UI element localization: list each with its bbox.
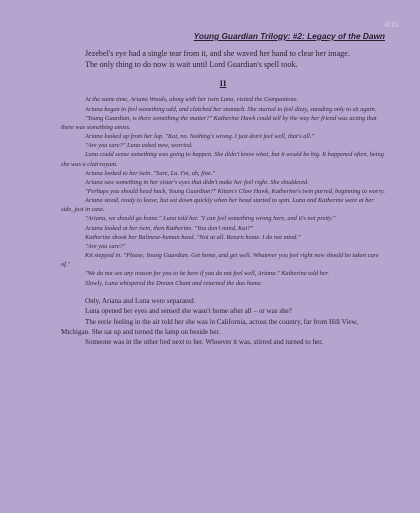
paragraph: Ariana looked to her twin. "Sure, Lu. I'm, uh, fine."	[85, 169, 215, 177]
paragraph: Ariana saw something in her sister's eyes that didn't make her feel right. She shuddered.	[85, 178, 309, 186]
paragraph: Luna could sense something was going to happen. She didn't know what, but it would be big. It happened often, being she was a clairvoyant.	[61, 151, 384, 168]
paragraph: Katherine shook her Balinese-human head. "Not at all. Return home. I do not mind."	[85, 233, 301, 241]
paragraph: The only thing to do now is wait until Lord Guardian's spell took.	[85, 60, 298, 70]
paragraph: "Are you sure?"	[85, 242, 126, 250]
paragraph: Only, Ariana and Luna were separated.	[85, 296, 196, 305]
paragraph: Ariana began to feel something odd, and clutched her stomach. She started to feel dizzy, standing only to sit again.	[85, 105, 377, 113]
paragraph: "Are you sure?" Luna asked now, worried.	[85, 142, 193, 150]
paragraph: Ariana looked at her twin, then Katherine. "You don't mind, Kat?"	[85, 224, 254, 232]
italic-passage	[61, 95, 385, 287]
page-body	[61, 48, 385, 348]
page-number: 4/10	[384, 22, 398, 29]
running-header-title: Young Guardian Trilogy: #2: Legacy of the Dawn	[193, 31, 385, 41]
paragraph: At the same time, Ariana Woods, along with her twin Luna, visited the Companions.	[85, 96, 298, 104]
paragraph: Someone was in the other bed next to her. Whoever it was, stirred and turned to her.	[85, 338, 324, 347]
paragraph: "Ariana, we should go home." Luna told her. "I can feel something wrong here, and it's not pretty."	[85, 215, 336, 223]
paragraph: Slowly, Luna whispered the Dream Chant and returned the duo home.	[85, 279, 263, 287]
section-marker: II	[219, 78, 227, 89]
paragraph: Kit stepped in. "Please, Young Guardian. Get home, and get well. Whatever you feel right now should be taken care of."	[61, 252, 379, 269]
paragraph: Jezebel's eye had a single tear from it, and she waved her hand to clear her image.	[85, 49, 350, 58]
paragraph: Ariana looked up from her lap. "Kat, no. Nothing's wrong. I just don't feel well, that's all."	[85, 133, 315, 141]
paragraph: "We do not see any reason for you to be here if you do not feel well, Ariana." Katherine told her.	[85, 270, 329, 278]
paragraph: Ariana stood, ready to leave, but sat down quickly when her head started to spin. Luna and Katherine were at her side, just in case.	[61, 197, 374, 214]
paragraph: The eerie feeling in the air told her she was in California, across the country, far from Hill View, Michigan. She sat up and turned the lamp on beside her.	[61, 317, 358, 336]
paragraph: "Perhaps you should head back, Young Guardian?" Kitten's Claw Hawk, Katherine's twin purred, beginning to worry.	[85, 187, 385, 195]
paragraph: "Young Guardian, is there something the matter?" Katherine Hawk could tell by the way her friend was acting that there was something amiss.	[61, 114, 377, 131]
closing-paragraphs	[61, 296, 385, 348]
paragraph: Luna opened her eyes and sensed she wasn't home after all – or was she?	[85, 307, 292, 316]
opening-paragraphs	[61, 48, 385, 70]
